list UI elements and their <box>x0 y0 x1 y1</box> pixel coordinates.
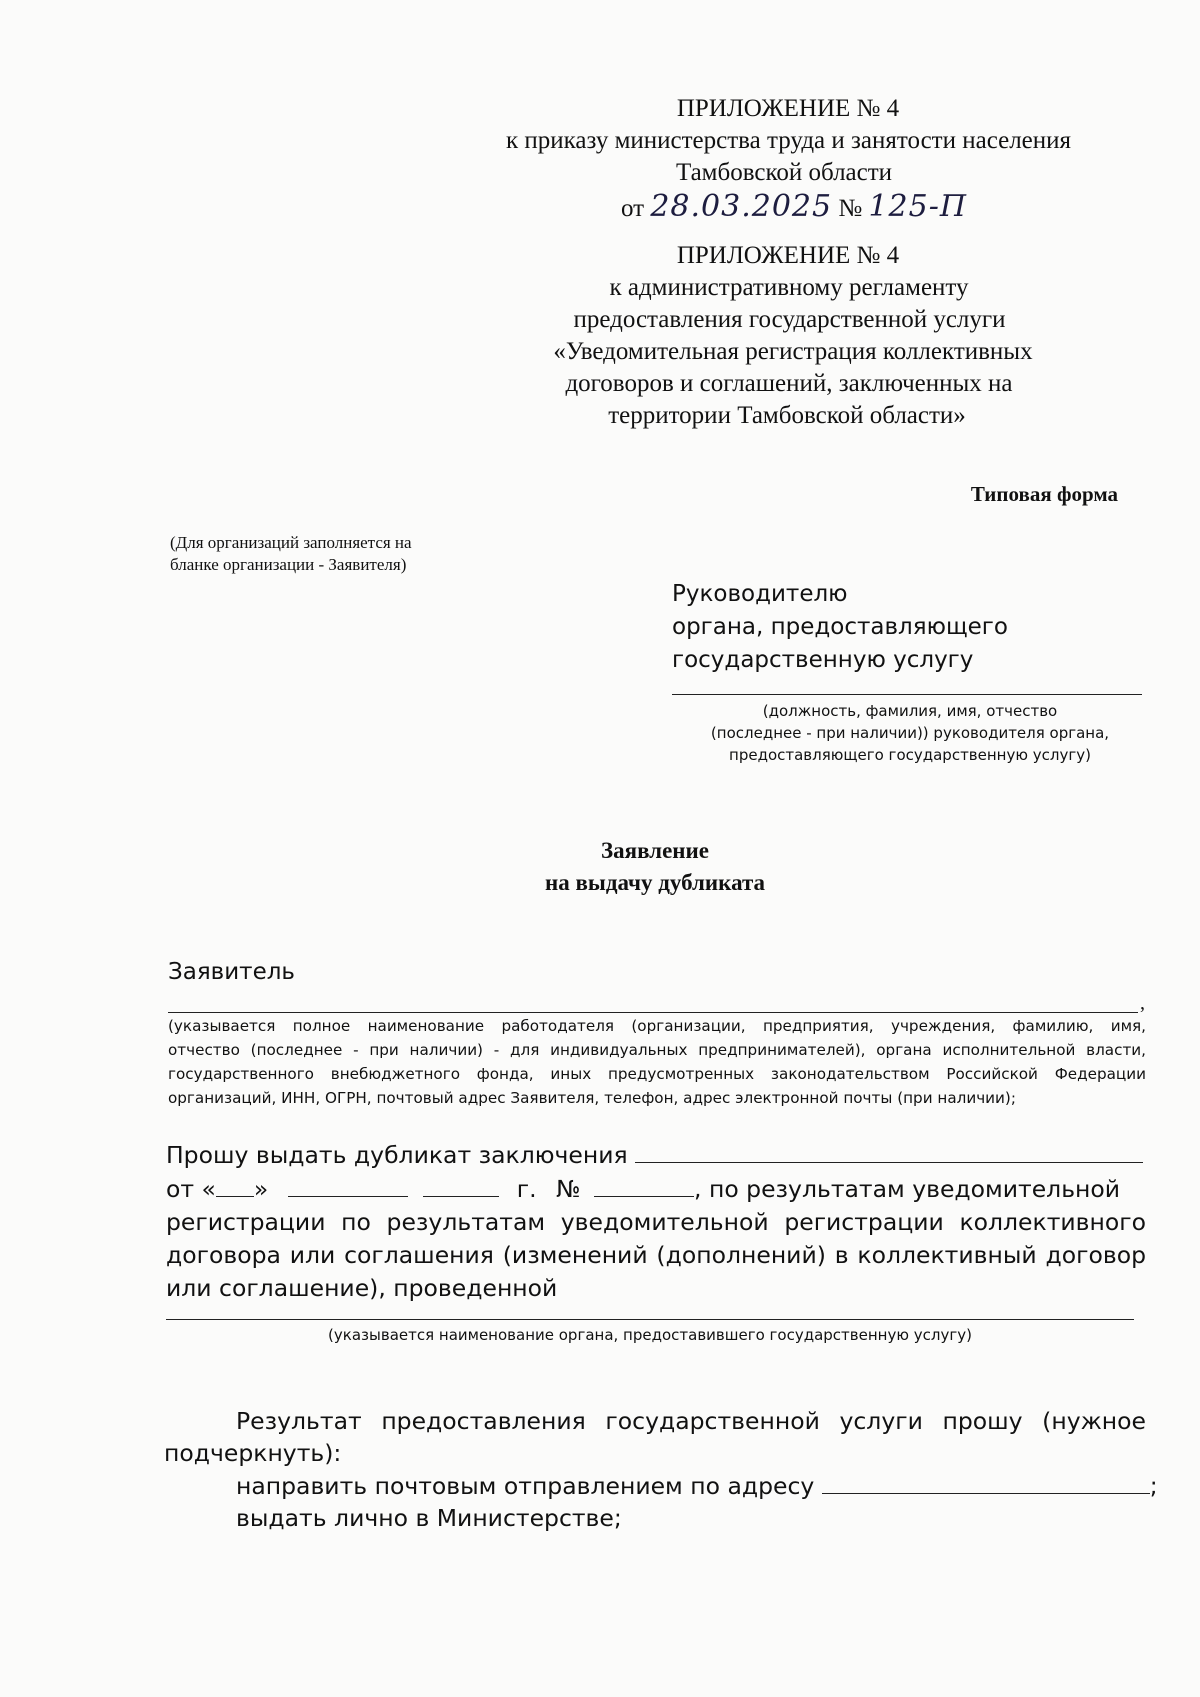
request-line-2 <box>166 1172 1146 1206</box>
order-date-line <box>498 191 1090 225</box>
from-label: от « <box>166 1175 216 1203</box>
result-paragraph <box>164 1405 1158 1534</box>
number-label: № <box>556 1175 581 1203</box>
addressee-hint-line: предоставляющего государственную услугу) <box>729 746 1091 764</box>
form-type-label: Типовая форма <box>970 482 1118 506</box>
regulation-line: «Уведомительная регистрация коллективных <box>553 338 1033 365</box>
request-line: регистрации по результатам уведомительной регистрации коллективного <box>166 1208 1146 1236</box>
request-line-1 <box>166 1138 1146 1172</box>
applicant-input-line <box>168 1012 1138 1013</box>
day-field[interactable] <box>216 1172 254 1197</box>
addressee-line: Руководителю <box>672 581 848 607</box>
request-line: договора или соглашения (изменений (дополнений) в коллективный договор <box>166 1241 1146 1269</box>
document-title-line: Заявление <box>600 838 710 863</box>
document-title-line: на выдачу дубликата <box>544 870 766 895</box>
order-appendix-header <box>490 93 1090 225</box>
applicant-hint-line: (указывается полное наименование работодателя (организации, предприятия, учреждения, фамилию, имя, <box>168 1017 1146 1035</box>
addressee-block <box>672 578 1008 677</box>
result-line: Результат предоставления государственной услуги прошу (нужное <box>236 1407 1146 1435</box>
organ-input-line <box>166 1319 1134 1320</box>
month-field[interactable] <box>288 1172 408 1197</box>
blank-note-line: бланке организации - Заявителя) <box>170 555 407 574</box>
order-appendix-line: Тамбовской области <box>675 159 893 186</box>
result-line: подчеркнуть): <box>164 1439 342 1467</box>
organ-hint: (указывается наименование органа, предоставившего государственную услугу) <box>328 1326 972 1344</box>
regulation-line: к административному регламенту <box>609 274 969 301</box>
addressee-hint-line: (последнее - при наличии)) руководителя органа, <box>710 724 1110 742</box>
quote-close: » <box>253 1175 269 1203</box>
regulation-line: предоставления государственной услуги <box>573 306 1006 333</box>
applicant-hint-line: организаций, ИНН, ОГРН, почтовый адрес Заявителя, телефон, адрес электронной почты (при наличии); <box>168 1089 1016 1107</box>
addressee-line: органа, предоставляющего <box>672 614 1008 640</box>
blank-note-line: (Для организаций заполняется на <box>170 533 412 552</box>
conclusion-field[interactable] <box>635 1138 1143 1163</box>
mail-address-field[interactable] <box>822 1469 1150 1494</box>
applicant-hint-line: государственного внебюджетного фонда, иных предусмотренных законодательством Российской Федерации <box>168 1065 1146 1083</box>
number-prefix: № <box>838 195 863 222</box>
order-appendix-line: к приказу министерства труда и занятости населения <box>505 127 1072 154</box>
date-prefix: от <box>620 195 645 222</box>
handwritten-number: 125-П <box>868 189 968 224</box>
option-personal[interactable]: выдать лично в Министерстве; <box>236 1504 622 1532</box>
applicant-trailing-comma: , <box>1140 992 1145 1014</box>
addressee-signature-line <box>672 694 1142 695</box>
blank-note <box>170 532 412 576</box>
handwritten-date: 28.03.2025 <box>650 189 833 224</box>
request-text: Прошу выдать дубликат заключения <box>166 1141 628 1169</box>
regulation-appendix-header <box>490 240 1090 432</box>
option-mail-label: направить почтовым отправлением по адресу <box>236 1472 815 1500</box>
addressee-line: государственную услугу <box>672 647 974 673</box>
applicant-hint-line: отчество (последнее - при наличии) - для индивидуальных предпринимателей), органа исполнительной власти, <box>168 1041 1146 1059</box>
order-appendix-title: ПРИЛОЖЕНИЕ № 4 <box>676 95 900 122</box>
number-field[interactable] <box>594 1172 694 1197</box>
regulation-appendix-title: ПРИЛОЖЕНИЕ № 4 <box>676 242 900 269</box>
regulation-line: договоров и соглашений, заключенных на <box>565 370 1013 397</box>
year-label: г. <box>516 1175 537 1203</box>
applicant-hint <box>168 1014 1146 1110</box>
request-paragraph <box>166 1138 1146 1305</box>
applicant-label: Заявитель <box>168 959 295 985</box>
regulation-line: территории Тамбовской области» <box>608 402 966 429</box>
year-field[interactable] <box>423 1172 499 1197</box>
request-rest: , по результатам уведомительной <box>694 1175 1121 1203</box>
option-mail-end: ; <box>1149 1472 1158 1500</box>
document-title <box>400 835 910 899</box>
request-last-line: или соглашение), проведенной <box>166 1274 558 1302</box>
addressee-hint <box>660 700 1160 766</box>
addressee-hint-line: (должность, фамилия, имя, отчество <box>762 702 1058 720</box>
option-mail[interactable] <box>164 1469 1158 1502</box>
